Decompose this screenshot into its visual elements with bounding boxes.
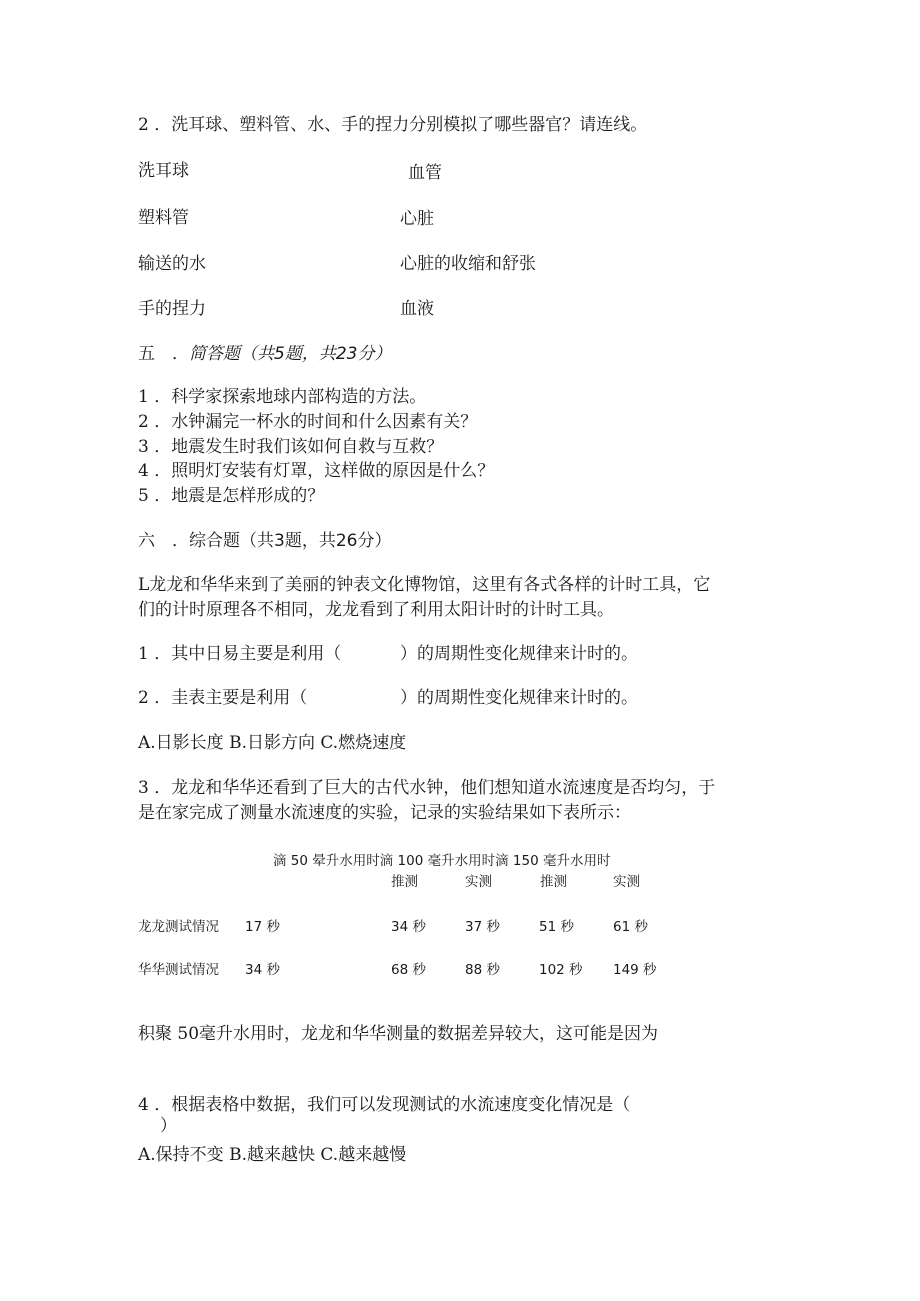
fill-question-part: ）的周期性变化规律来计时的。 bbox=[400, 644, 638, 664]
table-cell: 51 秒 bbox=[539, 919, 574, 935]
match-left-item: 塑料管 bbox=[138, 208, 189, 228]
section-heading: 六 ．综合题（共3题，共26分） bbox=[138, 531, 392, 551]
match-right-item: 心脏的收缩和舒张 bbox=[400, 254, 536, 274]
question-line: 是在家完成了测量水流速度的实验，记录的实验结果如下表所示： bbox=[138, 803, 631, 823]
table-cell: 68 秒 bbox=[391, 962, 426, 978]
question-line: 4 ．根据表格中数据，我们可以发现测试的水流速度变化情况是（ bbox=[138, 1095, 631, 1115]
short-answer-question: 5 ．地震是怎样形成的？ bbox=[138, 486, 325, 506]
fill-question-part: 1 ．其中日易主要是利用（ bbox=[138, 644, 342, 664]
section-heading bbox=[138, 346, 391, 363]
table-cell: 37 秒 bbox=[465, 919, 500, 935]
short-answer-question: 2 ．水钟漏完一杯水的时间和什么因素有关？ bbox=[138, 412, 478, 432]
short-answer-question: 1 ．科学家探索地球内部构造的方法。 bbox=[138, 387, 427, 407]
answer-options: A.保持不变 B.越来越快 C.越来越慢 bbox=[138, 1145, 407, 1165]
question-line: ） bbox=[160, 1116, 177, 1136]
table-cell: 102 秒 bbox=[539, 962, 583, 978]
match-question-prompt: 2 ．洗耳球、塑料管、水、手的捏力分别模拟了哪些器官？请连线。 bbox=[138, 115, 648, 135]
table-subheader: 实测 bbox=[613, 874, 640, 890]
table-row-label: 龙龙测试情况 bbox=[138, 919, 219, 935]
question-line: 积聚 50毫升水用时，龙龙和华华测量的数据差异较大，这可能是因为 bbox=[138, 1024, 659, 1044]
fill-question-part: ）的周期性变化规律来计时的。 bbox=[400, 688, 638, 708]
table-cell: 34 秒 bbox=[245, 962, 280, 978]
match-left-item: 输送的水 bbox=[138, 254, 206, 274]
fill-question-part: 2 ．圭表主要是利用（ bbox=[138, 688, 308, 708]
table-cell: 88 秒 bbox=[465, 962, 500, 978]
table-subheader: 推测 bbox=[391, 874, 418, 890]
table-header: 滴 50 晕升水用时滴 100 毫升水用时滴 150 毫升水用时 bbox=[273, 853, 611, 869]
intro-paragraph-line: L龙龙和华华来到了美丽的钟表文化博物馆，这里有各式各样的计时工具，它 bbox=[138, 575, 711, 595]
table-subheader: 推测 bbox=[540, 874, 567, 890]
match-right-item: 血液 bbox=[400, 299, 434, 319]
match-left-item: 手的捏力 bbox=[138, 299, 206, 319]
answer-options: A.日影长度 B.日影方向 C.燃烧速度 bbox=[138, 733, 407, 753]
table-cell: 34 秒 bbox=[391, 919, 426, 935]
section-number: 五 ． bbox=[138, 344, 189, 364]
table-cell: 149 秒 bbox=[613, 962, 657, 978]
section-title: 简答题（共5题，共23分） bbox=[189, 344, 392, 364]
intro-paragraph-line: 们的计时原理各不相同，龙龙看到了利用太阳计时的计时工具。 bbox=[138, 600, 614, 620]
match-right-item: 心脏 bbox=[400, 209, 434, 229]
table-cell: 17 秒 bbox=[245, 919, 280, 935]
table-row-label: 华华测试情况 bbox=[138, 962, 219, 978]
table-cell: 61 秒 bbox=[613, 919, 648, 935]
match-left-item: 洗耳球 bbox=[138, 161, 189, 181]
question-line: 3 ．龙龙和华华还看到了巨大的古代水钟，他们想知道水流速度是否均匀，于 bbox=[138, 778, 716, 798]
short-answer-question: 4 ．照明灯安装有灯罩，这样做的原因是什么？ bbox=[138, 461, 495, 481]
match-right-item: 血管 bbox=[408, 163, 442, 183]
short-answer-question: 3 ．地震发生时我们该如何自救与互救？ bbox=[138, 437, 444, 457]
table-subheader: 实测 bbox=[465, 874, 492, 890]
